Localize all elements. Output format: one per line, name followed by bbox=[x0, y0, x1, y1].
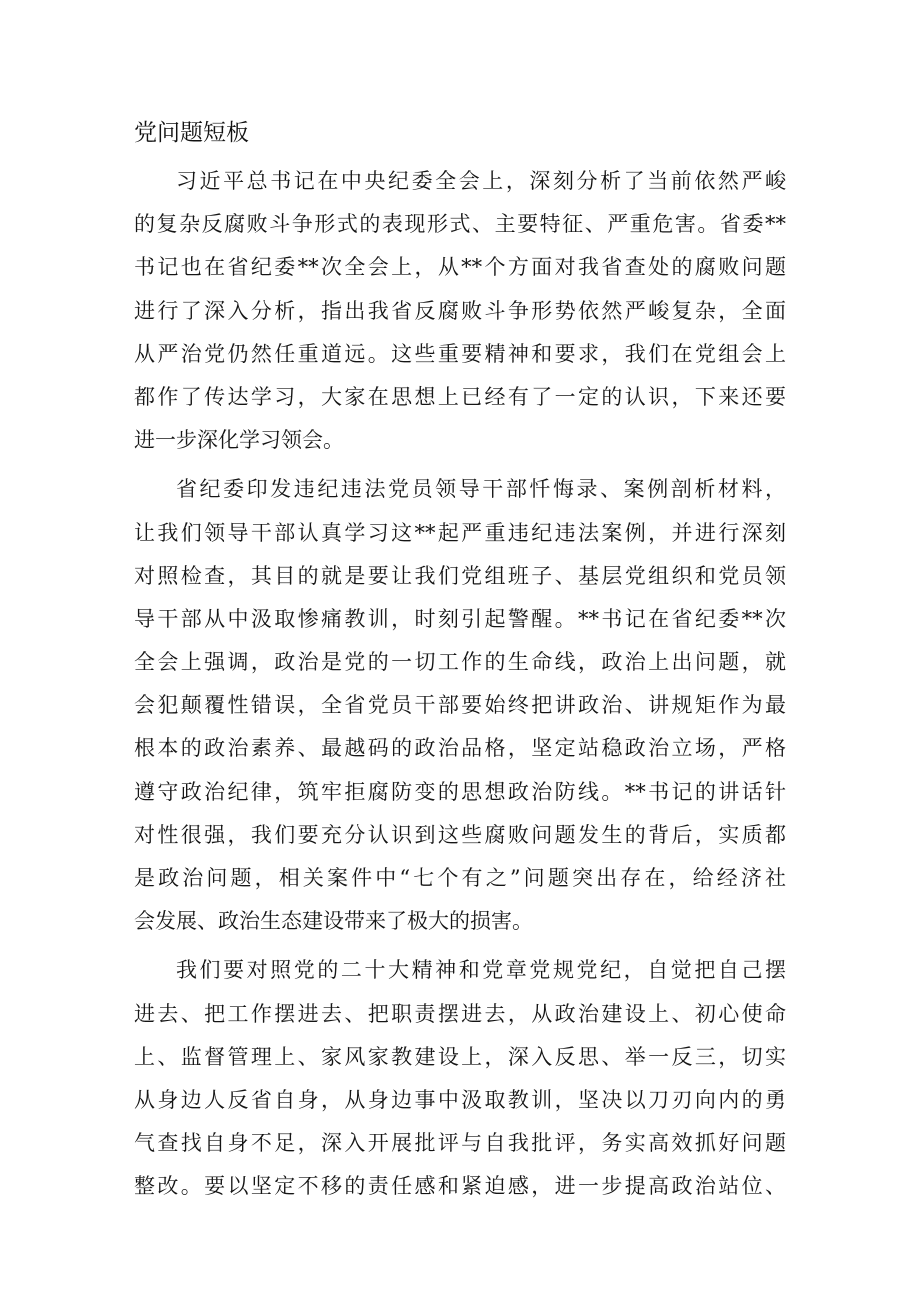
section-heading: 党问题短板 bbox=[134, 120, 249, 146]
paragraph-line: 对照检查，其目的就是要让我们党组班子、基层党组织和党员领 bbox=[134, 563, 786, 588]
paragraph-line: 进一步深化学习领会。 bbox=[134, 428, 344, 453]
paragraph-line: 都作了传达学习，大家在思想上已经有了一定的认识，下来还要 bbox=[134, 384, 786, 409]
paragraph-line: 遵守政治纪律，筑牢拒腐防变的思想政治防线。**书记的讲话针 bbox=[134, 779, 786, 804]
paragraph-line: 省纪委印发违纪违法党员领导干部忏悔录、案例剖析材料， bbox=[176, 477, 786, 502]
paragraph-line: 进行了深入分析，指出我省反腐败斗争形势依然严峻复杂，全面 bbox=[134, 298, 786, 323]
paragraph-line: 从严治党仍然任重道远。这些重要精神和要求，我们在党组会上 bbox=[134, 341, 786, 366]
paragraph-line: 让我们领导干部认真学习这**起严重违纪违法案例，并进行深刻 bbox=[134, 520, 786, 545]
paragraph-2 bbox=[134, 468, 786, 943]
paragraph-line: 会犯颠覆性错误，全省党员干部要始终把讲政治、讲规矩作为最 bbox=[134, 693, 786, 718]
paragraph-line: 是政治问题，相关案件中“七个有之”问题突出存在，给经济社 bbox=[134, 866, 786, 890]
paragraph-line: 会发展、政治生态建设带来了极大的损害。 bbox=[134, 909, 533, 934]
paragraph-line: 的复杂反腐败斗争形式的表现形式、主要特征、严重危害。省委** bbox=[134, 212, 786, 237]
paragraph-line: 全会上强调，政治是党的一切工作的生命线，政治上出问题，就 bbox=[134, 650, 786, 675]
paragraph-line: 导干部从中汲取惨痛教训，时刻引起警醒。**书记在省纪委**次 bbox=[134, 606, 786, 631]
paragraph-line: 我们要对照党的二十大精神和党章党规党纪，自觉把自己摆 bbox=[176, 958, 786, 983]
paragraph-line: 气查找自身不足，深入开展批评与自我批评，务实高效抓好问题 bbox=[134, 1131, 786, 1156]
body-text bbox=[134, 160, 786, 1215]
paragraph-line: 整改。要以坚定不移的责任感和紧迫感，进一步提高政治站位、 bbox=[134, 1174, 786, 1199]
paragraph-line: 书记也在省纪委**次全会上，从**个方面对我省查处的腐败问题 bbox=[134, 255, 786, 280]
paragraph-line: 习近平总书记在中央纪委全会上，深刻分析了当前依然严峻 bbox=[176, 169, 786, 193]
paragraph-1 bbox=[134, 160, 786, 462]
paragraph-3 bbox=[134, 949, 786, 1208]
paragraph-line: 对性很强，我们要充分认识到这些腐败问题发生的背后，实质都 bbox=[134, 822, 786, 847]
paragraph-line: 上、监督管理上、家风家教建设上，深入反思、举一反三，切实 bbox=[134, 1044, 786, 1069]
paragraph-line: 进去、把工作摆进去、把职责摆进去，从政治建设上、初心使命 bbox=[134, 1001, 786, 1026]
paragraph-line: 从身边人反省自身，从身边事中汲取教训，坚决以刀刃向内的勇 bbox=[134, 1087, 786, 1112]
paragraph-line: 根本的政治素养、最越码的政治品格，坚定站稳政治立场，严格 bbox=[134, 736, 786, 761]
